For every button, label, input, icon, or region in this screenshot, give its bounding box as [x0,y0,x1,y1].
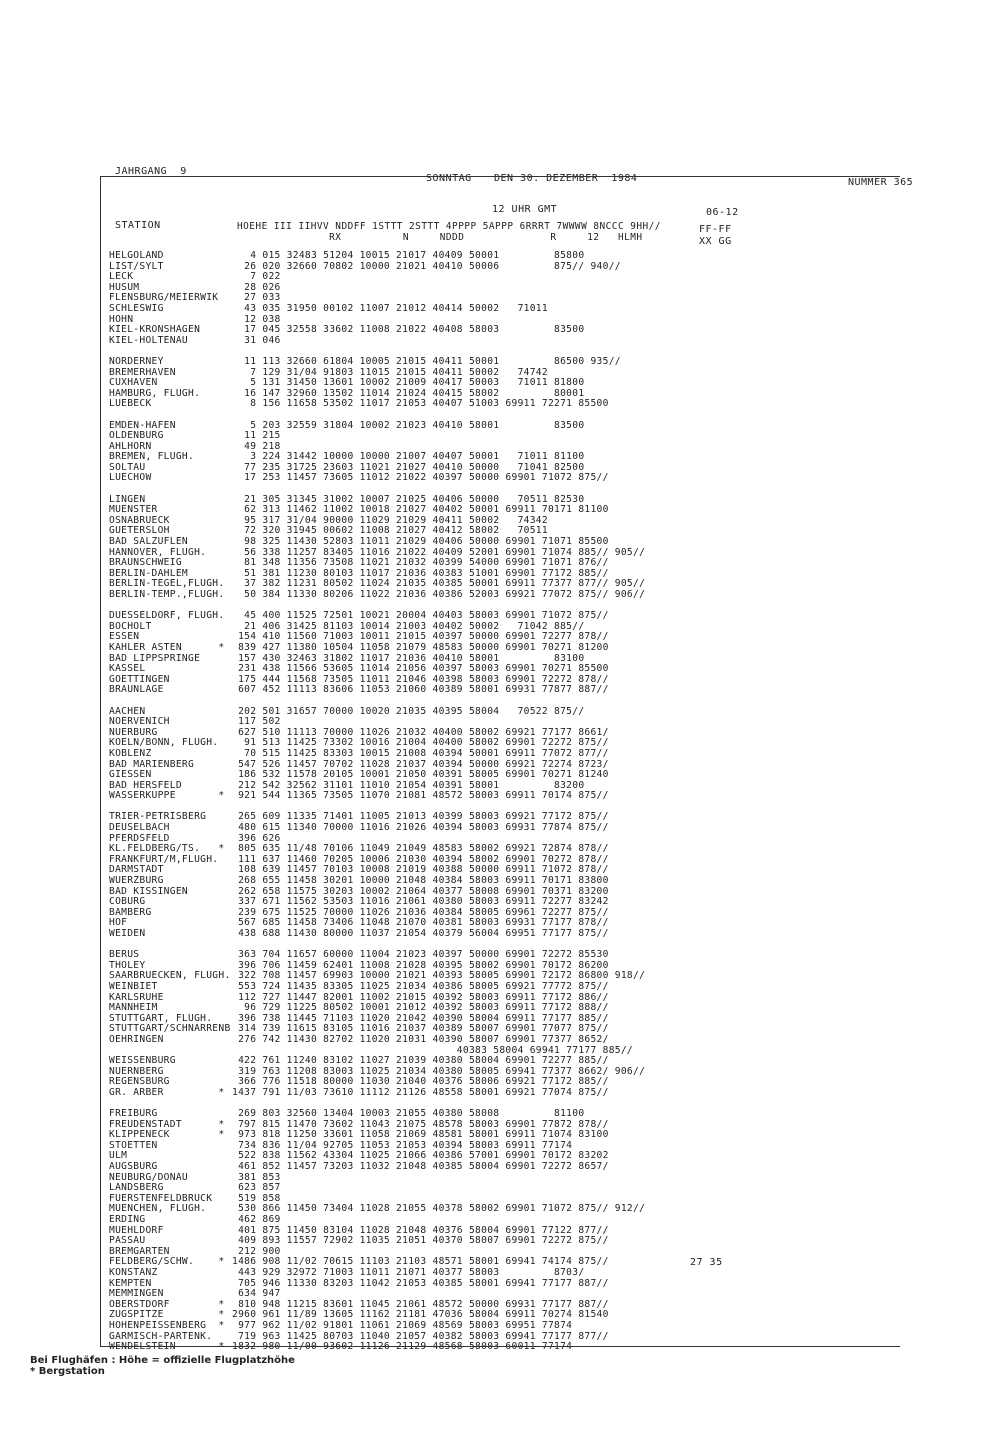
station-list: HELGOLAND LIST/SYLT LECK HUSUM FLENSBURG/MEIERWIK SCHLESWIG HOHN KIEL-KRONSHAGEN KIEL-HOLTENAU NORDERNEY BREMERHAVEN CUXHAVEN HAMBURG, FLUGH. LUEBECK EMDEN-HAFEN OLDENBURG AHLHORN BREMEN, FLUGH. SOLTAU LUECHOW LINGEN MUENSTER OSNABRUECK GUETERSLOH BAD SALZUFLEN HANNOVER, FLUGH. BRAUNSCHWEIG BERLIN-DAHLEM BERLIN-TEGEL,FLUGH. BERLIN-TEMP.,FLUGH. DUESSELDORF, FLUGH. BOCHOLT ESSEN KAHLER ASTEN * BAD LIPPSPRINGE KASSEL GOETTINGEN BRAUNLAGE AACHEN NOERVENICH NUERBURG KOELN/BONN, FLUGH. KOBLENZ BAD MARIENBERG GIESSEN BAD HERSFELD WASSERKUPPE * TRIER-PETRISBERG DEUSELBACH PFERDSFELD KL.FELDBERG/TS. * FRANKFURT/M,FLUGH. DARMSTADT WUERZBURG BAD KISSINGEN COBURG BAMBERG HOF WEIDEN BERUS THOLEY SAARBRUECKEN, FLUGH. WEINBIET KARLSRUHE MANNHEIM STUTTGART, FLUGH. STUTTGART/SCHNARRENB OEHRINGEN WEISSENBURG NUERNBERG REGENSBURG GR. ARBER * FREIBURG FREUDENSTADT * KLIPPENECK * STOETTEN ULM AUGSBURG NEUBURG/DONAU LANDSBERG FUERSTENFELDBRUCK MUENCHEN, FLUGH. ERDING MUEHLDORF PASSAU BREMGARTEN FELDBERG/SCHW. * KONSTANZ KEMPTEN MEMMINGEN OBERSTDORF * ZUGSPITZE * HOHENPEISSENBERG * GARMISCH-PARTENK. WENDELSTEIN * [109,250,231,1353]
right-column-header1: FF-FF [699,224,732,235]
jahrgang-label: JAHRGANG 9 [115,166,187,177]
header-rule [100,176,900,177]
station-column-header: STATION [115,220,161,231]
columns-header-line2: RX N NDDD R 12 HLMH [237,232,643,243]
footnote-mountain-station: * Bergstation [30,1366,105,1377]
date-label: DEN 30. DEZEMBER 1984 [494,173,638,184]
bottom-rule [100,1346,900,1347]
right-column-header2: XX GG [699,236,732,247]
weekday-label: SONNTAG [426,173,472,184]
columns-header-line1: HOEHE III IIHVV NDDFF 1STTT 2STTT 4PPPP 5APPP 6RRRT 7WWWW 8NCCC 9HH// [237,221,661,232]
observation-data: 4 015 32483 51204 10015 21017 40409 50001 85800 26 020 32660 70802 10000 21021 40410 50006 875// 940// 7 022 28 026 27 033 43 035 31950 00102 11007 21012 40414 50002 71011 12 038 17 045 32558 33602 11008 21022 40408 58003 83500 31 046 11 113 32660 61804 10005 21015 40411 50001 86500 935// 7 129 31/04 91803 11015 21015 40411 50002 74742 5 131 31450 13601 10002 21009 40417 50003 71011 81800 16 147 32960 13502 11014 21024 40415 58002 80001 8 156 11658 53502 11017 21053 40407 51003 69911 72271 85500 5 203 32559 31804 10002 21023 40410 58001 83500 11 215 49 218 3 224 31442 10000 10000 21007 40407 50001 71011 81100 77 235 31725 23603 11021 21027 40410 50000 71041 82500 17 253 11457 73605 11012 21022 40397 50000 69901 71072 875// 21 305 31345 31002 10007 21025 40406 50000 70511 82530 62 313 11462 11002 10018 21027 40402 50001 69911 70171 81100 95 317 31/04 90000 11029 21029 40411 50002 74342 72 320 31945 00602 11008 21027 40412 58002 70511 98 325 11430 52803 11011 21029 40406 50000 69901 71071 85500 56 338 11257 83405 11016 21022 40409 52001 69901 71074 885// 905// 81 348 11356 73508 11021 21032 40399 54000 69901 71071 876// 51 381 11230 80103 11017 21036 40383 51001 69901 77172 885// 37 382 11231 80502 11024 21035 40385 50001 69911 77377 877// 905// 50 384 11330 80206 11022 21036 40386 52003 69921 77072 875// 906// 45 400 11525 72501 10021 20004 40403 58003 69901 71072 875// 21 406 31425 81103 10014 21003 40402 50002 71042 885// 154 410 11560 71003 10011 21015 40397 50000 69901 72277 878// 839 427 11380 10504 11058 21079 48583 50000 69901 70271 81200 157 430 32463 31802 11017 21036 40410 58001 83100 231 438 11566 53605 11014 21056 40397 58003 69901 70271 85500 175 444 11568 73505 11011 21046 40398 58003 69901 72272 878// 607 452 11113 83606 11053 21060 40389 58001 69931 77877 887// 202 501 31657 70000 10020 21035 40395 58004 70522 875// 117 502 627 510 11113 70000 11026 21032 40400 58002 69921 77177 8661/ 91 513 11425 73302 10016 21004 40400 58002 69901 72272 875// 70 515 11425 83303 10015 21008 40394 50001 69911 77072 877// 547 526 11457 70702 11028 21037 40394 50000 69921 72274 8723/ 186 532 11578 20105 10001 21050 40391 58005 69901 70271 81240 212 542 32562 31101 11010 21054 40391 58001 83200 921 544 11365 73505 11070 21081 48572 58003 69911 70174 875// 265 609 11335 71401 11005 21013 40399 58003 69921 77172 875// 480 615 11340 70000 11016 21026 40394 58003 69931 77874 875// 396 626 805 635 11/48 70106 11049 21049 48583 58002 69921 72874 878// 111 637 11460 70205 10006 21030 40394 58002 69901 70272 878// 108 639 11457 70103 10008 21019 40388 50000 69911 71072 878// 268 655 11458 30201 10000 21048 40384 58003 69911 70171 83800 262 658 11575 30203 10002 21064 40377 58008 69901 70371 83200 337 671 11562 53503 11016 21061 40380 58003 69911 72277 83242 239 675 11525 70000 11026 21036 40384 58005 69961 72277 875// 567 685 11458 73406 11048 21070 40381 58003 69931 77177 878// 438 688 11430 80000 11037 21054 40379 56004 69951 77177 875// 363 704 11657 60000 11004 21023 40397 50000 69901 72272 85530 396 706 11459 62401 11008 21028 40395 58002 69901 70172 86200 322 708 11457 69903 10000 21021 40393 58005 69901 72172 86800 918// 553 724 11435 83305 11025 21034 40386 58005 69921 77772 875// 112 727 11447 82001 11002 21015 40392 58003 69911 77172 886// 96 729 11225 80502 10001 21012 40392 58003 69911 77172 888// 396 738 11445 71103 11020 21042 40390 58004 69911 77177 885// 314 739 11615 83105 11016 21037 40389 58007 69901 77077 875// 276 742 11430 82702 11020 21031 40390 58007 69901 77377 8652/ 40383 58004 69941 77177 885// 422 761 11240 83102 11027 21039 40380 58004 69901 72277 885// 319 763 11208 83003 11025 21034 40380 58005 69941 77377 8662/ 906// 366 776 11518 80000 11030 21040 40376 58006 69921 77172 885// 1437 791 11/03 73610 11112 21126 48558 58001 69921 77074 875// 269 803 32560 13404 10003 21055 40380 58008 81100 797 815 11470 73602 11043 21075 48578 58003 69901 77872 878// 973 818 11250 33601 11058 21069 48581 58001 69911 71074 83100 734 836 11/04 92705 11053 21053 40394 58003 69911 77174 522 838 11562 43304 11025 21066 40386 57001 69901 70172 83202 461 852 11457 73203 11032 21048 40385 58004 69901 72272 8657/ 381 853 623 857 519 858 530 866 11450 73404 11028 21055 40378 58002 69901 71072 875// 912// 462 869 401 875 11450 83104 11028 21048 40376 58004 69901 77122 877// 409 893 11557 72902 11035 21051 40370 58007 69901 72272 875// 212 900 1486 908 11/02 70615 11103 21103 48571 58001 69941 74174 875// 443 929 32972 71003 11011 21071 40377 58003 8703/ 705 946 11330 83203 11042 21053 40385 58001 69941 77177 887// 634 947 810 948 11215 83601 11045 21061 48572 50000 69931 77177 887// 2960 961 11/89 13605 11162 21181 47036 58004 69911 70274 81540 977 962 11/02 91801 11061 21069 48569 58003 69951 77874 719 963 11425 80703 11040 21057 40382 58003 69941 77177 877// 1832 980 11/00 93602 11126 21129 48568 58003 60011 77174 [232,250,646,1353]
issue-number: NUMMER 365 [848,177,914,188]
left-border [100,176,101,1346]
right-margin-note: 27 35 [690,1257,723,1268]
footnote-airports: Bei Flughäfen : Höhe = offizielle Flugplatzhöhe [30,1355,295,1366]
time-label: 12 UHR GMT [492,204,558,215]
range-label: 06-12 [706,207,739,218]
